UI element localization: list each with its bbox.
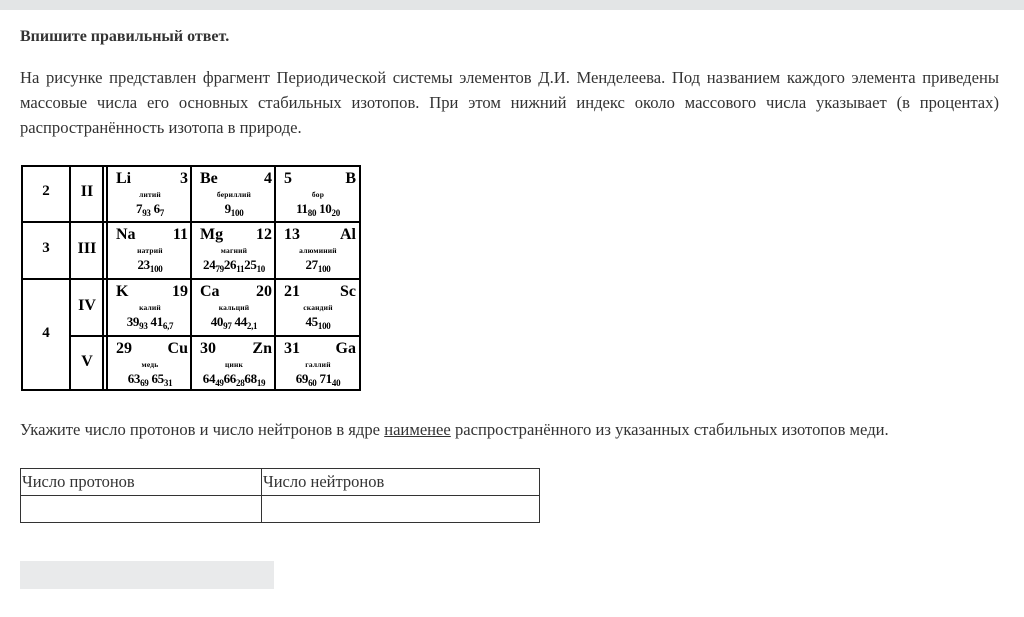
isotope-abundance: 2,1 <box>246 321 258 331</box>
element-number: 31 <box>284 340 300 357</box>
element-symbol: Al <box>340 226 356 243</box>
submit-answer-button[interactable] <box>20 561 274 589</box>
element-name: натрий <box>137 246 163 255</box>
element-cell-sc <box>276 280 360 335</box>
isotope-mass: 44 <box>234 314 247 329</box>
element-number: 19 <box>172 283 188 300</box>
element-symbol: Ca <box>200 283 220 300</box>
element-isotopes <box>108 257 192 273</box>
isotope-mass: 45 <box>305 314 318 329</box>
isotope-mass: 40 <box>210 314 224 329</box>
isotope-mass: 64 <box>202 371 216 386</box>
element-number: 5 <box>284 170 292 187</box>
element-number: 13 <box>284 226 300 243</box>
element-name: литий <box>139 190 161 199</box>
answer-table <box>20 468 540 523</box>
isotope-abundance: 80 <box>307 208 317 218</box>
element-isotopes <box>276 201 360 217</box>
header-neutrons: Число нейтронов <box>262 469 540 496</box>
isotope-abundance: 100 <box>317 321 331 331</box>
group-III-label: III <box>77 240 97 257</box>
element-name: калий <box>139 303 161 312</box>
element-cell-cu <box>108 337 192 392</box>
element-name: алюминий <box>299 246 337 255</box>
protons-cell <box>21 496 262 523</box>
element-cell-k <box>108 280 192 335</box>
element-cell-li <box>108 167 192 222</box>
element-symbol: Cu <box>167 340 188 357</box>
element-number: 20 <box>256 283 272 300</box>
element-name: бериллий <box>216 190 252 199</box>
element-name: кальций <box>218 303 250 312</box>
element-symbol: Na <box>116 226 136 243</box>
element-number: 11 <box>172 226 188 243</box>
isotope-abundance: 28 <box>236 378 245 388</box>
isotope-abundance: 100 <box>149 264 163 274</box>
element-isotopes <box>192 201 276 217</box>
element-name: бор <box>311 190 325 199</box>
element-cell-na <box>108 223 192 278</box>
question-text-part2: распространённого из указанных стабильных изотопов меди. <box>450 420 889 439</box>
element-symbol: Li <box>116 170 132 187</box>
question-text <box>20 420 889 440</box>
element-isotopes <box>276 314 360 330</box>
isotope-abundance: 19 <box>256 378 266 388</box>
header-protons: Число протонов <box>21 469 262 496</box>
isotope-mass: 69 <box>295 371 309 386</box>
element-isotopes <box>108 371 192 387</box>
isotope-mass: 26 <box>223 257 237 272</box>
top-bar <box>0 0 1024 10</box>
isotope-abundance: 20 <box>331 208 340 218</box>
question-text-part1: Укажите число протонов и число нейтронов в ядре <box>20 420 385 439</box>
element-name: цинк <box>224 360 244 369</box>
element-number: 4 <box>264 170 272 187</box>
isotope-mass: 71 <box>319 371 332 386</box>
element-name: скандий <box>303 303 333 312</box>
element-symbol: K <box>116 283 129 300</box>
element-isotopes <box>192 314 276 330</box>
isotope-abundance: 93 <box>142 208 151 218</box>
element-isotopes <box>108 201 192 217</box>
question-underlined-word: наименее <box>384 420 451 439</box>
element-symbol: Ga <box>335 340 356 357</box>
isotope-abundance: 6,7 <box>162 321 174 331</box>
neutrons-cell <box>262 496 540 523</box>
element-isotopes <box>108 314 192 330</box>
isotope-mass: 39 <box>126 314 140 329</box>
period-4-label: 4 <box>42 325 50 341</box>
isotope-mass: 65 <box>151 371 164 386</box>
element-number: 12 <box>256 226 272 243</box>
answer-table-header-row <box>21 469 540 496</box>
element-number: 29 <box>116 340 132 357</box>
group-IV-label: IV <box>78 297 96 314</box>
element-number: 3 <box>180 170 188 187</box>
group-II-label: II <box>80 183 94 200</box>
period-2-label: 2 <box>42 183 50 199</box>
element-isotopes <box>276 371 360 387</box>
task-instruction: Впишите правильный ответ. <box>20 28 230 45</box>
element-cell-mg <box>192 223 276 278</box>
isotope-mass: 7 <box>136 201 143 216</box>
isotope-mass: 68 <box>244 371 257 386</box>
isotope-mass: 25 <box>244 257 257 272</box>
isotope-abundance: 7 <box>159 208 164 218</box>
isotope-mass: 66 <box>223 371 236 386</box>
element-isotopes <box>276 257 360 273</box>
element-number: 21 <box>284 283 300 300</box>
element-symbol: Mg <box>200 226 224 243</box>
isotope-mass: 63 <box>127 371 141 386</box>
isotope-mass: 6 <box>153 201 160 216</box>
protons-input[interactable] <box>22 497 260 521</box>
group-V-label: V <box>81 353 93 370</box>
isotope-mass: 24 <box>203 257 216 272</box>
element-name: галлий <box>305 360 331 369</box>
isotope-abundance: 100 <box>230 208 244 218</box>
element-cell-ca <box>192 280 276 335</box>
element-name: медь <box>141 360 159 369</box>
element-isotopes <box>192 371 276 387</box>
element-cell-b <box>276 167 360 222</box>
isotope-abundance: 49 <box>215 378 224 388</box>
element-symbol: Be <box>200 170 218 187</box>
element-cell-al <box>276 223 360 278</box>
element-cell-be <box>192 167 276 222</box>
isotope-abundance: 60 <box>308 378 317 388</box>
element-number: 30 <box>200 340 216 357</box>
answer-table-input-row <box>21 496 540 523</box>
isotope-abundance: 11 <box>236 264 245 274</box>
isotope-abundance: 40 <box>331 378 341 388</box>
isotope-abundance: 97 <box>223 321 232 331</box>
element-symbol: B <box>345 170 356 187</box>
element-cell-zn <box>192 337 276 392</box>
isotope-abundance: 93 <box>139 321 148 331</box>
isotope-abundance: 69 <box>140 378 149 388</box>
neutrons-input[interactable] <box>263 497 538 521</box>
element-symbol: Zn <box>252 340 272 357</box>
isotope-abundance: 100 <box>317 264 331 274</box>
isotope-mass: 11 <box>296 201 308 216</box>
isotope-mass: 9 <box>224 201 231 216</box>
element-cell-ga <box>276 337 360 392</box>
isotope-mass: 41 <box>150 314 163 329</box>
isotope-mass: 27 <box>305 257 318 272</box>
element-symbol: Sc <box>340 283 356 300</box>
isotope-mass: 23 <box>137 257 150 272</box>
periodic-table-fragment <box>21 165 361 391</box>
period-3-label: 3 <box>42 240 50 256</box>
isotope-mass: 10 <box>319 201 332 216</box>
element-name: магний <box>220 246 248 255</box>
isotope-abundance: 10 <box>256 264 265 274</box>
isotope-abundance: 79 <box>215 264 224 274</box>
task-description: На рисунке представлен фрагмент Периодической системы элементов Д.И. Менделеева. Под названием каждого элемента приведены массовые числа его основных стабильных изотопов. При этом нижний индекс около массового числа указывает (в процентах) распространённость изотопа в природе. <box>20 68 999 137</box>
element-isotopes <box>192 257 276 273</box>
isotope-abundance: 31 <box>163 378 173 388</box>
